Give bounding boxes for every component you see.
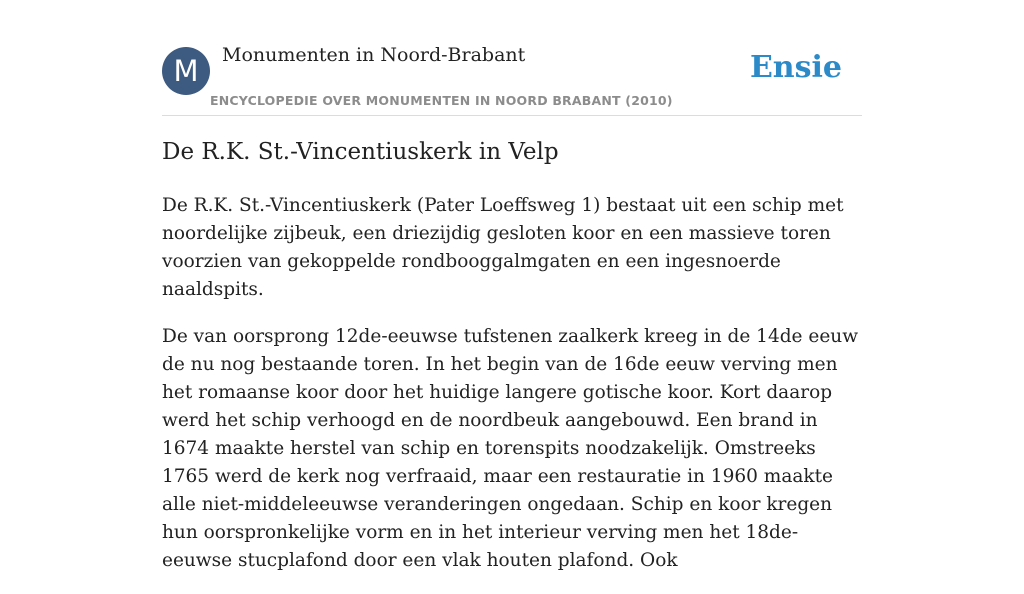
avatar[interactable]: M (162, 47, 210, 95)
site-subtitle: ENCYCLOPEDIE OVER MONUMENTEN IN NOORD BRABANT (2010) (210, 93, 673, 108)
content-container (162, 0, 862, 571)
article-title: De R.K. St.-Vincentiuskerk in Velp (162, 139, 559, 165)
article-body (162, 192, 862, 594)
article-paragraph: De van oorsprong 12de-eeuwse tufstenen zaalkerk kreeg in de 14de eeuw de nu nog bestaande toren. In het begin van de 16de eeuw verving men het romaanse koor door het huidige langere gotische koor. Kort daarop werd het schip verhoogd en de noordbeuk aangebouwd. Een brand in 1674 maakte herstel van schip en torenspits noodzakelijk. Omstreeks 1765 werd de kerk nog verfraaid, maar een restauratie in 1960 maakte alle niet-middeleeuwse veranderingen ongedaan. Schip en koor kregen hun oorspronkelijke vorm en in het interieur verving men het 18de-eeuwse stucplafond door een vlak houten plafond. Ook (162, 326, 859, 571)
brand-logo[interactable]: Ensie (749, 50, 842, 85)
site-title[interactable]: Monumenten in Noord-Brabant (222, 44, 526, 66)
site-header (162, 0, 862, 116)
article-paragraph: De R.K. St.-Vincentiuskerk (Pater Loeffsweg 1) bestaat uit een schip met noordelijke zijbeuk, een driezijdig gesloten koor en een massieve toren voorzien van gekoppelde rondbooggalmgaten en een ingesnoerde naaldspits. (162, 195, 844, 300)
